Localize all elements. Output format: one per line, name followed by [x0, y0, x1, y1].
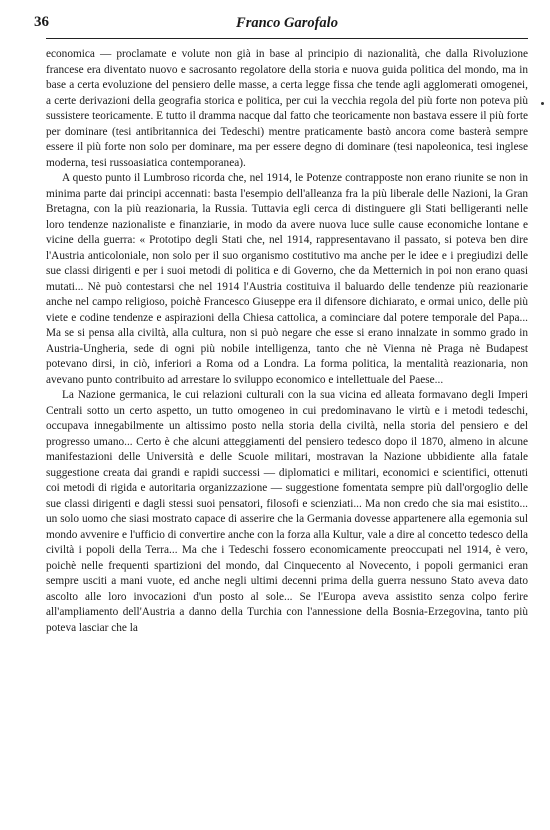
margin-dot-mark: [541, 102, 544, 105]
running-head: Franco Garofalo: [236, 15, 338, 31]
body-text: [46, 47, 528, 636]
page-header: [34, 14, 528, 39]
paragraph-1: economica — proclamate e volute non già in base al principio di nazionalità, che dalla Rivoluzione francese era diventato nuovo e sacrosanto regolatore della storia e nuova guida politica del mondo, ma in base a certa evoluzione del pensiero delle masse, a certa legge fissa che tende agli agglomerati omogenei, a certe derivazioni della geografia storica e politica, per cui la vecchia regola del più forte non poteva più sussistere teoricamente. E tutto il dramma nacque dal fatto che teoricamente non bastava essere il più forte per dominare (tesi antibritannica dei Tedeschi) mentre praticamente bastò ancora come basterà sempre essere il più forte non solo per dominare, ma per essere degno di dominare (tesi napoleonica, tesi inglese moderna, tesi russoasiatica contemporanea).: [46, 48, 528, 169]
paragraph-3: La Nazione germanica, le cui relazioni culturali con la sua vicina ed alleata formavano degli Imperi Centrali sotto un certo aspetto, un tutto omogeneo in cui predominavano le virtù e i metodi tedeschi, occupava innegabilmente un altissimo posto nella storia della civiltà, nella storia del pensiero e del progresso umano... Certo è che alcuni atteggiamenti del pensiero tedesco dopo il 1870, almeno in alcune manifestazioni delle Università e delle Scuole militari, mostravan la Nazione ubbidiente alla fatale suggestione creata dai grandi e rapidi successi — diplomatici e militari, economici e scientifici, ottenuti coi metodi di rigida e autoritaria organizzazione — suggestione fomentata sempre più dall'orgoglio delle sue classi dirigenti e dagli stessi suoi pensatori, filosofi e scienziati... Ma non credo che sia mai esistito... un solo uomo che siasi mostrato capace di asserire che la Germania dovesse appartenere alla egemonia sul mondo avvenire e l'ufficio di convertire anche con la forza alla Kultur, vale a dire al concetto tedesco della civiltà i popoli della Terra... Ma che i Tedeschi fossero economicamente preoccupati nel 1914, è vero, poichè nelle frequenti spartizioni del mondo, dal Cinquecento al Novecento, i popoli germanici eran sempre usciti a mani vuote, ed anche negli ultimi decenni prima della guerra nessuno Stato aveva dato ascolto alle loro invocazioni d'un posto al sole... Se l'Europa aveva assistito senza colpo ferire all'ampliamento dell'Austria a danno della Turchia con l'annessione della Bosnia-Erzegovina, tanto più poteva lasciar che la: [46, 389, 528, 634]
book-page: [34, 14, 528, 636]
paragraph-2: A questo punto il Lumbroso ricorda che, nel 1914, le Potenze contrapposte non erano riunite se non in minima parte dai principi accennati: basta l'esempio dell'alleanza fra la più liberale delle Nazioni, la Gran Bretagna, con la più reazionaria, la Russia. Tuttavia egli cerca di distinguere gli Stati belligeranti nelle loro tendenze nazionaliste e finanziarie, in modo da avere nuova luce sulle cause economiche lontane e vicine della guerra: « Prototipo degli Stati che, nel 1914, rappresentavano il passato, si poteva ben dire l'Austria anticoloniale, non solo per il suo organismo costitutivo ma anche per le idee e i pregiudizi delle sue classi dirigenti e per i suoi metodi di politica e di Governo, che da Metternich in poi non erano quasi mutati... Nè può contestarsi che nel 1914 l'Austria costituiva il baluardo delle tendenze più reazionarie anche nel campo religioso, poichè Francesco Giuseppe era il difensore dichiarato, e ormai unico, delle più viete e codine tendenze e aspirazioni della Chiesa cattolica, a cominciare dal potere temporale del Papa... Ma se si pensa alla civiltà, alla cultura, non si può negare che esse si erano innalzate in sommo grado in Austria-Ungheria, sede di ogni più nobile intelligenza, tanto che nè Vienna nè Praga nè Budapest potevano dirsi, in ciò, inferiori a Roma od a Londra. La forma politica, la mentalità reazionaria, non avevano punto contribuito ad arrestare lo sviluppo economico e intellettuale del Paese...: [46, 172, 528, 386]
page-number: 36: [34, 14, 49, 30]
